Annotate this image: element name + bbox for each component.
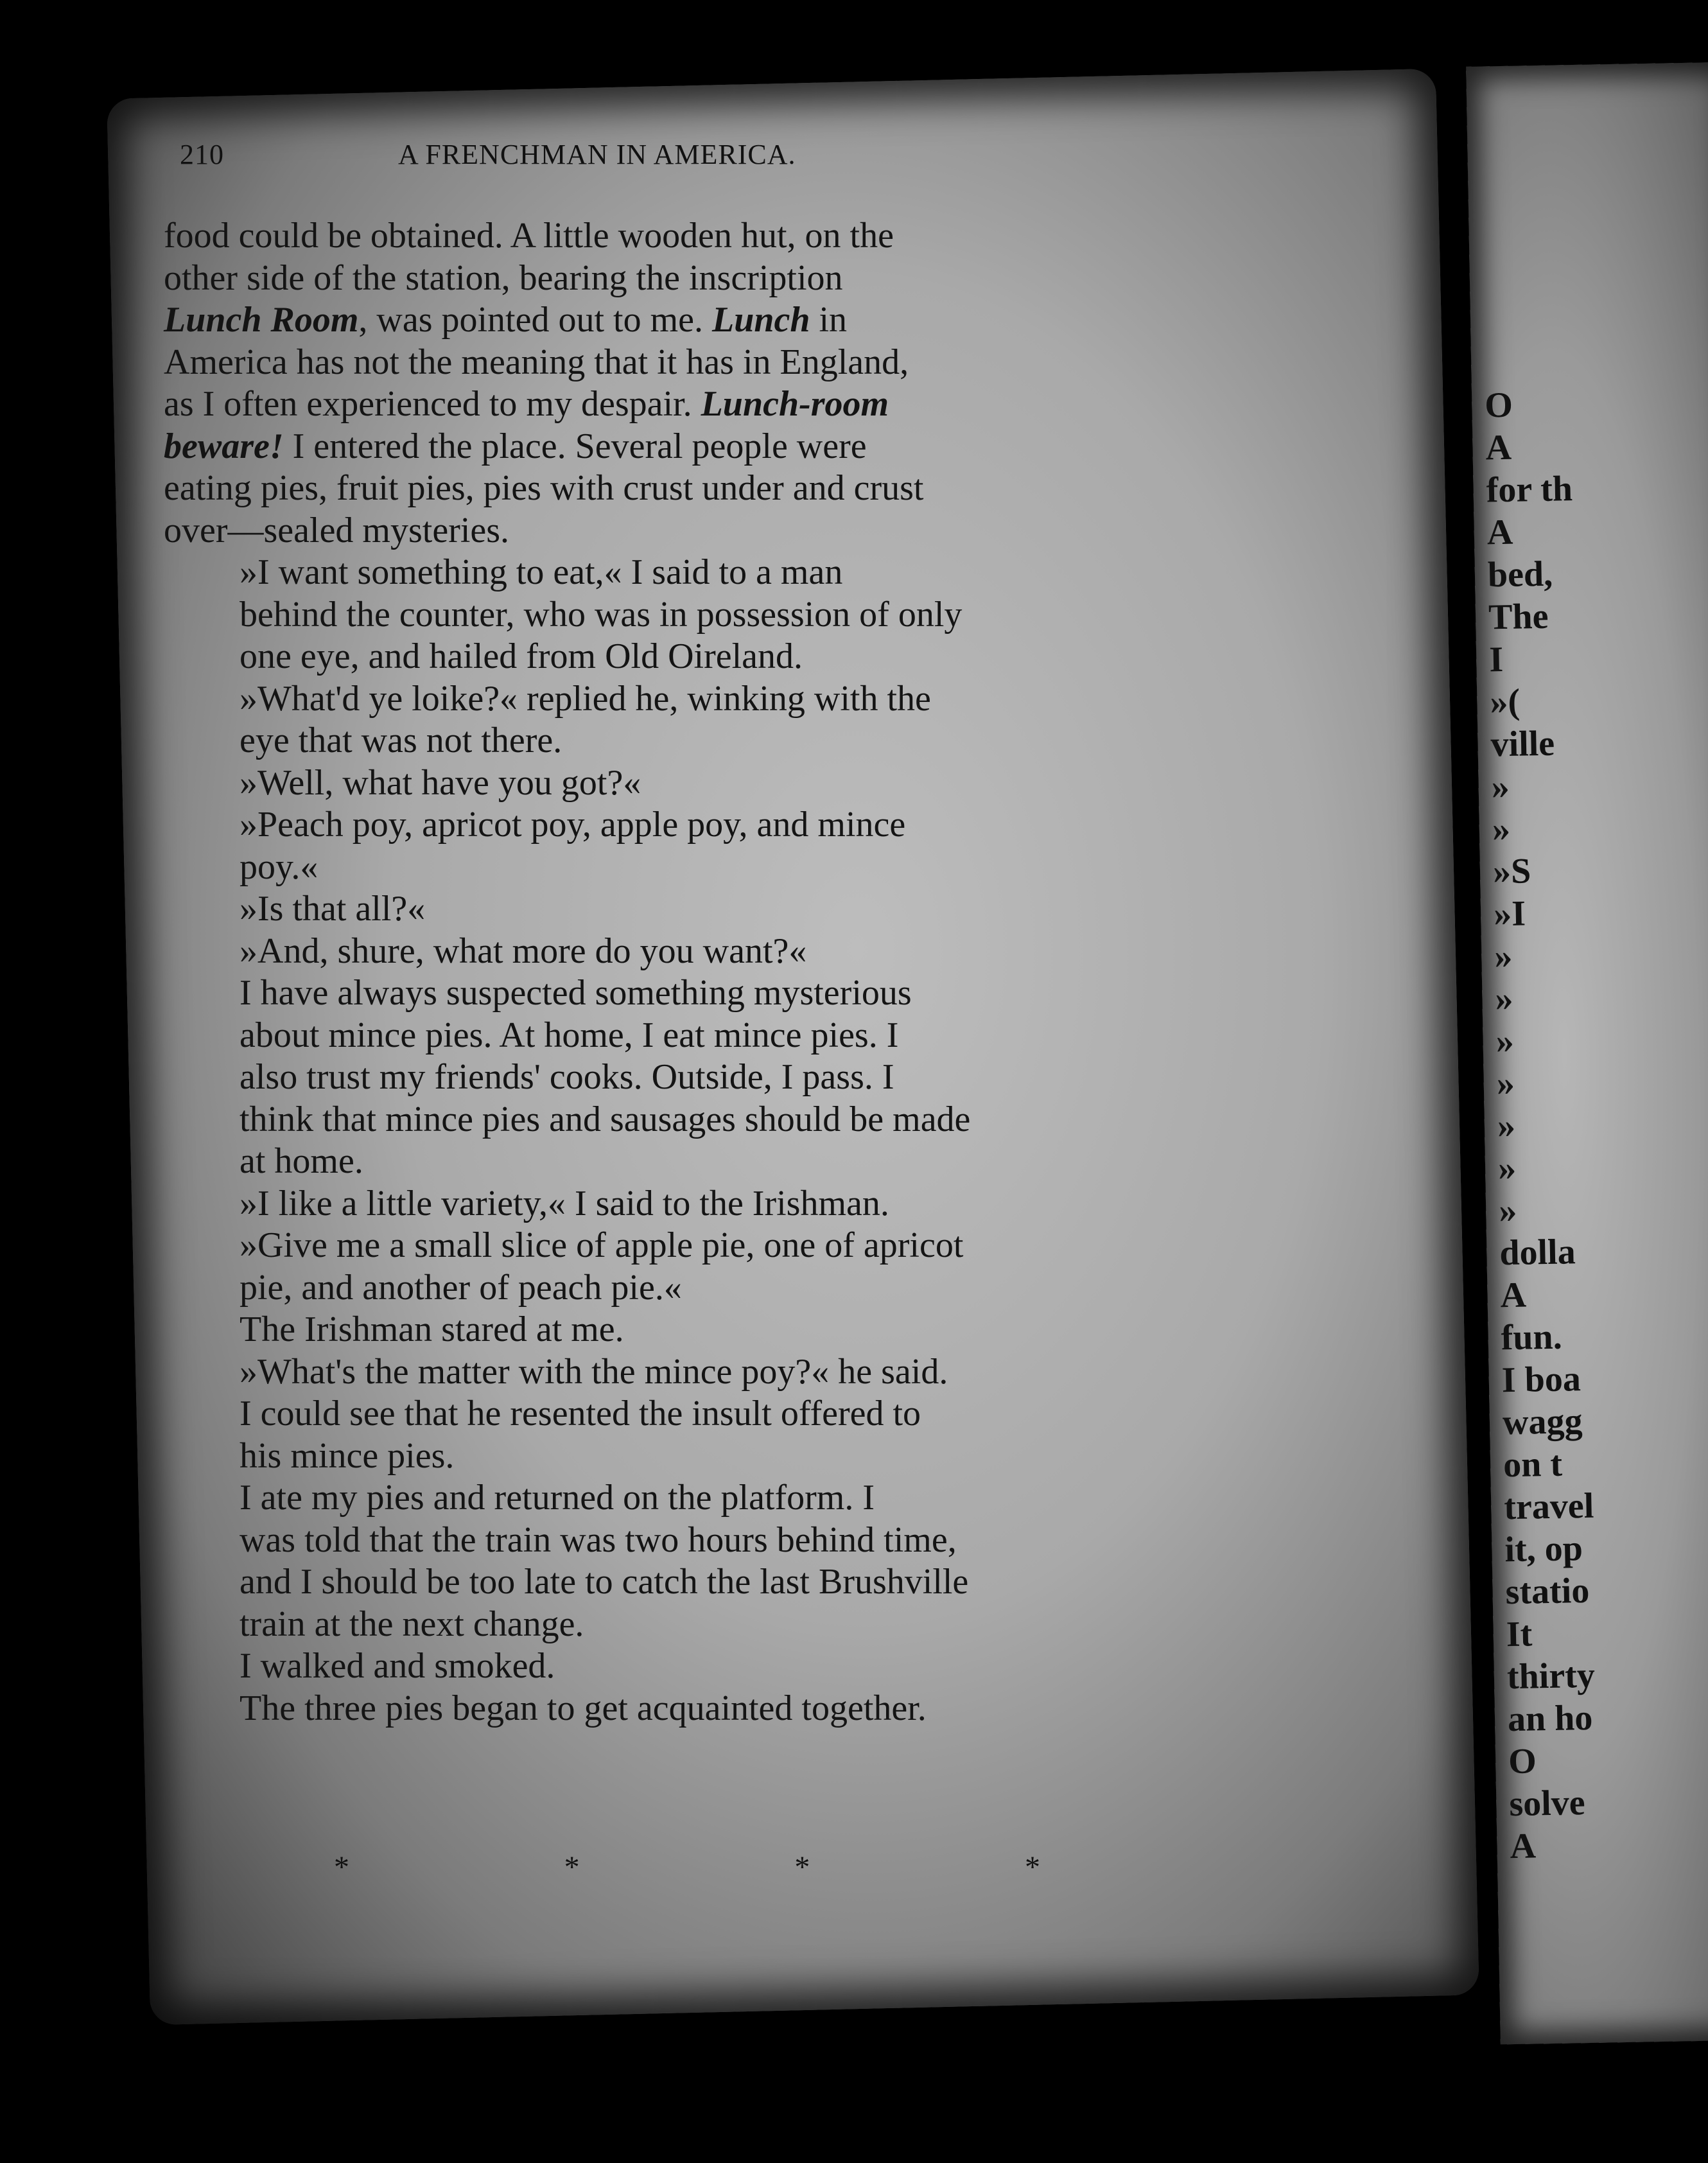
facing-line-fragment: A <box>1500 1275 1527 1316</box>
text-run: I could see that he resented the insult offered to <box>240 1394 921 1433</box>
text-line <box>164 1225 1178 1267</box>
facing-line-fragment: dolla <box>1499 1232 1576 1274</box>
facing-line-fragment: for th <box>1486 469 1573 511</box>
text-line <box>164 552 1178 594</box>
facing-line-fragment: it, op <box>1504 1528 1583 1570</box>
text-line <box>164 972 1178 1015</box>
facing-line-fragment: statio <box>1505 1570 1590 1613</box>
text-run: also trust my friends' cooks. Outside, I pass. I <box>240 1057 894 1097</box>
ornament-star: * <box>334 1850 349 1884</box>
text-line <box>164 1519 1178 1562</box>
text-run: I walked and smoked. <box>240 1646 555 1686</box>
text-run: over—sealed mysteries. <box>164 510 510 550</box>
text-run: behind the counter, who was in possession of only <box>240 594 963 635</box>
facing-line-fragment: solve <box>1508 1783 1586 1825</box>
facing-line-fragment: O <box>1484 385 1513 426</box>
facing-page <box>1466 62 1708 2045</box>
text-run: was told that the train was two hours behind time, <box>240 1519 957 1560</box>
facing-line-fragment: » <box>1491 766 1510 807</box>
text-run: »What'd ye loike?« replied he, winking with the <box>240 678 931 719</box>
text-run: pie, and another of peach pie.« <box>240 1267 682 1308</box>
facing-line-fragment: » <box>1492 809 1511 850</box>
facing-line-fragment: I <box>1488 640 1504 680</box>
text-line <box>164 426 1178 468</box>
facing-line-fragment: » <box>1497 1105 1516 1146</box>
text-line <box>164 1015 1178 1057</box>
body-text <box>164 215 1178 1730</box>
text-line <box>164 931 1178 973</box>
text-line <box>164 1267 1178 1309</box>
paragraph <box>164 762 1178 805</box>
facing-line-fragment: A <box>1486 512 1513 553</box>
text-run: in <box>810 300 848 340</box>
facing-line-fragment: A <box>1485 427 1512 468</box>
text-run: »Well, what have you got?« <box>240 762 641 803</box>
text-line <box>164 383 1178 426</box>
text-line <box>164 804 1178 846</box>
text-run: , was pointed out to me. <box>358 300 712 340</box>
facing-line-fragment: » <box>1494 978 1514 1019</box>
paragraph <box>164 552 1178 678</box>
paragraph <box>164 1309 1178 1351</box>
text-run: »What's the matter with the mince poy?« he said. <box>240 1351 948 1392</box>
text-run: »And, shure, what more do you want?« <box>240 931 807 971</box>
facing-line-fragment: wagg <box>1502 1401 1583 1443</box>
facing-line-fragment: It <box>1506 1614 1533 1655</box>
facing-line-fragment: » <box>1494 936 1513 977</box>
text-line <box>164 1477 1178 1519</box>
paragraph <box>164 1393 1178 1477</box>
text-line <box>164 1561 1178 1604</box>
text-run: I have always suspected something mysterious <box>240 973 912 1013</box>
text-run: »Give me a small slice of apple pie, one of apricot <box>240 1225 964 1265</box>
page-header <box>180 138 1207 189</box>
text-run: his mince pies. <box>240 1435 455 1476</box>
text-run: »I want something to eat,« I said to a man <box>240 552 843 592</box>
paragraph <box>164 931 1178 973</box>
text-line <box>164 215 1178 258</box>
paragraph <box>164 678 1178 762</box>
running-head: A FRENCHMAN IN AMERICA. <box>398 139 796 170</box>
text-line <box>164 1393 1178 1435</box>
text-line <box>164 720 1178 762</box>
italic-run: Lunch <box>712 300 810 340</box>
text-line <box>164 1351 1178 1394</box>
page-number: 210 <box>180 139 224 170</box>
text-run: about mince pies. At home, I eat mince pies. I <box>240 1015 899 1055</box>
text-line <box>164 594 1178 636</box>
text-line <box>164 762 1178 805</box>
text-line <box>164 1604 1178 1646</box>
text-run: other side of the station, bearing the inscription <box>164 258 843 298</box>
section-ornament <box>334 1850 1040 1888</box>
paragraph <box>164 1688 1178 1730</box>
text-line <box>164 1183 1178 1225</box>
text-line <box>164 1056 1178 1099</box>
text-run: America has not the meaning that it has in England, <box>164 342 909 382</box>
facing-line-fragment: ville <box>1490 723 1555 765</box>
text-run: and I should be too late to catch the last Brushville <box>240 1562 969 1602</box>
text-run: I entered the place. Several people were <box>283 426 867 466</box>
ornament-star: * <box>794 1850 810 1884</box>
ornament-star: * <box>1024 1850 1040 1884</box>
facing-page-text <box>1485 380 1708 1868</box>
text-line <box>164 1645 1178 1688</box>
text-line <box>164 342 1178 384</box>
facing-line-fragment: » <box>1495 1020 1515 1062</box>
paragraph <box>164 1645 1178 1688</box>
paragraph <box>164 804 1178 888</box>
text-run: one eye, and hailed from Old Oireland. <box>240 636 803 676</box>
text-line <box>164 510 1178 552</box>
facing-line-fragment: A <box>1509 1826 1537 1867</box>
text-line <box>164 1099 1178 1141</box>
text-run: food could be obtained. A little wooden hut, on the <box>164 216 894 256</box>
facing-line-fragment: bed, <box>1487 554 1553 595</box>
paragraph <box>164 1351 1178 1394</box>
facing-line-fragment: »I <box>1493 893 1526 934</box>
paragraph <box>164 972 1178 1183</box>
text-line <box>164 1309 1178 1351</box>
facing-line-fragment: » <box>1498 1190 1517 1231</box>
facing-line-fragment: » <box>1497 1148 1517 1189</box>
text-line <box>164 1141 1178 1183</box>
facing-line-fragment: fun. <box>1501 1317 1563 1358</box>
facing-line-fragment: on t <box>1503 1444 1563 1485</box>
facing-line-fragment: thirty <box>1506 1655 1596 1697</box>
text-run: The Irishman stared at me. <box>240 1309 624 1349</box>
text-run: »Is that all?« <box>240 889 426 929</box>
facing-line-fragment: The <box>1488 596 1549 638</box>
text-line <box>164 258 1178 300</box>
paragraph <box>164 1183 1178 1309</box>
text-line <box>164 888 1178 931</box>
text-line <box>164 1435 1178 1478</box>
text-line <box>164 846 1178 889</box>
facing-line-fragment: » <box>1496 1063 1515 1104</box>
italic-run: Lunch-room <box>701 384 889 424</box>
text-line <box>164 468 1178 510</box>
text-run: I ate my pies and returned on the platform. I <box>240 1478 875 1518</box>
paragraph <box>164 888 1178 931</box>
facing-line-fragment: »S <box>1492 851 1531 892</box>
text-run: as I often experienced to my despair. <box>164 384 701 424</box>
text-run: »Peach poy, apricot poy, apple poy, and mince <box>240 805 906 845</box>
text-line <box>164 299 1178 342</box>
text-line <box>164 678 1178 721</box>
text-line <box>164 636 1178 678</box>
text-run: train at the next change. <box>240 1604 584 1644</box>
text-line <box>164 1688 1178 1730</box>
text-run: poy.« <box>240 846 318 887</box>
text-run: The three pies began to get acquainted together. <box>240 1688 927 1728</box>
facing-line-fragment: O <box>1508 1741 1537 1782</box>
text-run: at home. <box>240 1141 363 1181</box>
facing-line-fragment: »( <box>1489 681 1521 722</box>
facing-line-fragment: an ho <box>1507 1697 1593 1740</box>
paragraph <box>164 1477 1178 1645</box>
ornament-star: * <box>564 1850 580 1884</box>
facing-line-fragment: I boa <box>1501 1359 1582 1401</box>
text-run: »I like a little variety,« I said to the Irishman. <box>240 1183 889 1223</box>
text-run: eating pies, fruit pies, pies with crust under and crust <box>164 468 924 508</box>
italic-run: beware! <box>164 426 284 466</box>
paragraph <box>164 215 1178 552</box>
text-run: think that mince pies and sausages should be made <box>240 1099 971 1139</box>
facing-line-fragment: travel <box>1503 1485 1594 1528</box>
text-run: eye that was not there. <box>240 721 562 760</box>
italic-run: Lunch Room <box>164 300 359 340</box>
